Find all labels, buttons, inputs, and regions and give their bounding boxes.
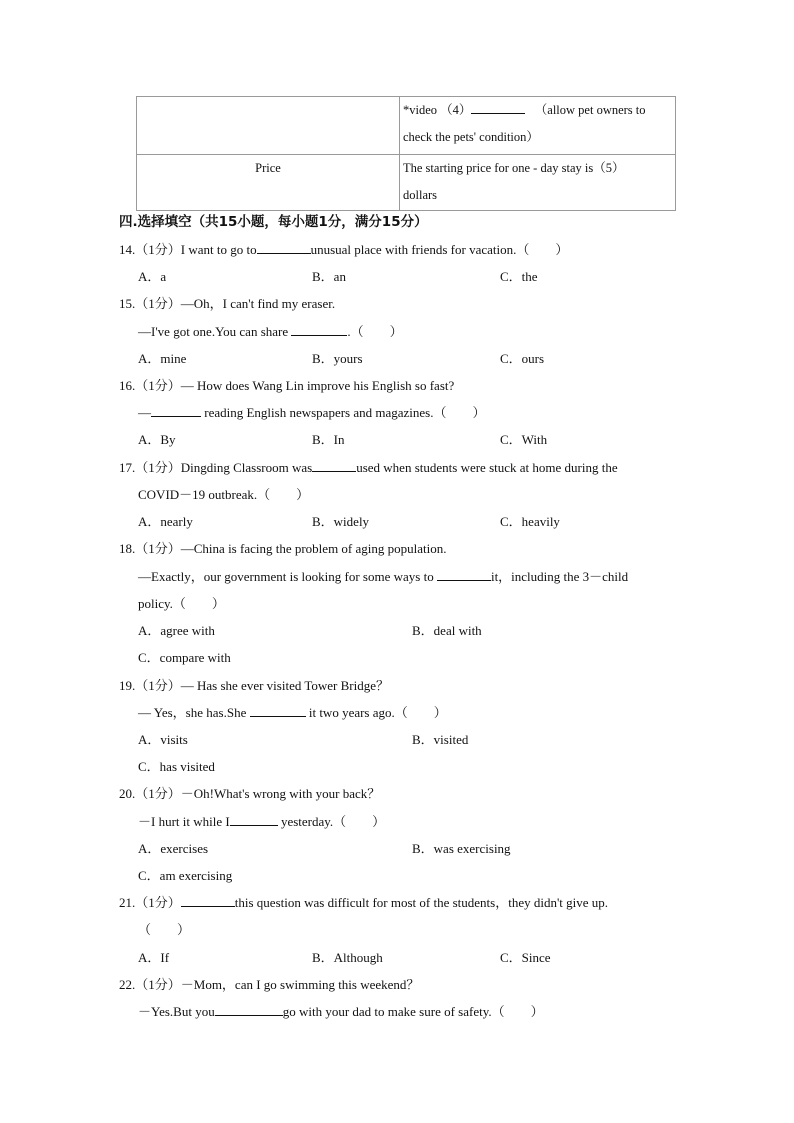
option-b[interactable]: B．deal with (412, 623, 482, 638)
question-score: （1分） (135, 296, 181, 311)
table-cell-video (400, 97, 676, 155)
question-number: 20. (119, 786, 136, 801)
answer-blank[interactable] (151, 404, 201, 417)
question-text: — Has she ever visited Tower Bridge？ (180, 678, 390, 693)
question-number: 21. (119, 895, 136, 910)
table-row (137, 97, 676, 155)
answer-blank[interactable] (230, 813, 278, 826)
question-text: —Exactly，our government is looking for some ways to (138, 569, 434, 584)
question-text: reading English newspapers and magazines.（ ） (201, 405, 486, 420)
question-number: 22. (119, 977, 136, 992)
question-score: （1分） (135, 460, 181, 475)
table-cell-price: Price (137, 155, 400, 211)
answer-blank[interactable] (312, 459, 356, 472)
question-15 (119, 293, 335, 312)
question-text: －Mom，can I go swimming this weekend？ (180, 977, 420, 992)
question-21-line2: （ ） (138, 922, 191, 937)
option-c[interactable]: C．Since (500, 950, 551, 965)
answer-blank[interactable] (181, 894, 235, 907)
option-a[interactable]: A．exercises (138, 841, 209, 856)
option-b[interactable]: B．yours (312, 351, 363, 366)
option-a[interactable]: A．visits (138, 732, 188, 747)
question-19 (119, 675, 389, 694)
price-desc: The starting price for one - day stay is（5） (403, 161, 625, 175)
question-text: it two years ago.（ ） (305, 705, 447, 720)
question-text: unusual place with friends for vacation.（ ） (310, 242, 569, 257)
question-score: （1分） (135, 678, 181, 693)
answer-blank[interactable] (257, 241, 311, 254)
table-cell-price-desc (400, 155, 676, 211)
question-number: 17. (119, 460, 136, 475)
question-score: （1分） (135, 895, 181, 910)
question-22-line2 (138, 1001, 544, 1020)
option-a[interactable]: A．mine (138, 351, 187, 366)
question-16 (119, 375, 454, 394)
section-title: 四.选择填空（共15小题，每小题1分，满分15分） (119, 214, 428, 230)
price-unit: dollars (403, 188, 438, 202)
option-c[interactable]: C．compare with (138, 650, 231, 665)
table-row (137, 155, 676, 211)
question-text: go with your dad to make sure of safety.（ ） (282, 1004, 544, 1019)
question-text: — (138, 405, 151, 420)
question-text: —China is facing the problem of aging population. (180, 541, 447, 556)
answer-blank[interactable] (215, 1003, 283, 1016)
question-number: 15. (119, 296, 136, 311)
question-text: — How does Wang Lin improve his English so fast? (180, 378, 455, 393)
question-17 (119, 457, 618, 476)
question-14 (119, 239, 568, 258)
video-desc-2: check the pets' condition） (403, 130, 539, 144)
option-b[interactable]: B．In (312, 432, 345, 447)
option-a[interactable]: A．nearly (138, 514, 193, 529)
option-a[interactable]: A．agree with (138, 623, 215, 638)
question-number: 16. (119, 378, 136, 393)
question-text: this question was difficult for most of the students，they didn't give up. (234, 895, 609, 910)
question-number: 18. (119, 541, 136, 556)
question-number: 19. (119, 678, 136, 693)
blank-4[interactable] (471, 101, 525, 114)
info-table (136, 96, 676, 211)
video-label: *video （4） (403, 103, 472, 117)
question-score: （1分） (135, 541, 181, 556)
option-b[interactable]: B．Although (312, 950, 383, 965)
option-b[interactable]: B．widely (312, 514, 370, 529)
video-desc: （allow pet owners to (534, 103, 646, 117)
question-score: （1分） (135, 242, 181, 257)
question-16-line2 (138, 402, 485, 421)
option-a[interactable]: A．If (138, 950, 170, 965)
question-text: I want to go to (180, 242, 257, 257)
question-score: （1分） (135, 786, 181, 801)
question-text: yesterday.（ ） (277, 814, 386, 829)
question-18 (119, 538, 447, 557)
option-c[interactable]: C．ours (500, 351, 545, 366)
question-text: —Oh，I can't find my eraser. (180, 296, 336, 311)
question-score: （1分） (135, 378, 181, 393)
question-text: used when students were stuck at home during the (356, 460, 618, 475)
option-c[interactable]: C．has visited (138, 759, 215, 774)
question-text: — Yes，she has.She (138, 705, 247, 720)
question-score: （1分） (135, 977, 181, 992)
answer-blank[interactable] (437, 568, 491, 581)
question-text: －Yes.But you (138, 1004, 215, 1019)
option-a[interactable]: A．a (138, 269, 167, 284)
question-20-line2 (138, 811, 385, 830)
question-20 (119, 783, 380, 802)
question-number: 14. (119, 242, 136, 257)
option-c[interactable]: C．the (500, 269, 538, 284)
option-c[interactable]: C．With (500, 432, 548, 447)
option-b[interactable]: B．was exercising (412, 841, 511, 856)
question-22 (119, 974, 419, 993)
question-21 (119, 892, 608, 911)
question-text: －I hurt it while I (138, 814, 230, 829)
question-17-line2: COVID－19 outbreak.（ ） (138, 487, 310, 502)
question-18-line2 (138, 566, 628, 585)
answer-blank[interactable] (291, 323, 347, 336)
question-text: Dingding Classroom was (180, 460, 313, 475)
question-text: it，including the 3－child (490, 569, 629, 584)
option-b[interactable]: B．visited (412, 732, 469, 747)
question-text: .（ ） (347, 324, 403, 339)
question-18-line3: policy.（ ） (138, 596, 225, 611)
question-15-line2 (138, 321, 403, 340)
question-text: —I've got one.You can share (138, 324, 289, 339)
option-b[interactable]: B．an (312, 269, 346, 284)
option-c[interactable]: C．am exercising (138, 868, 233, 883)
table-cell-empty (137, 97, 400, 155)
question-text: －Oh!What's wrong with your back？ (180, 786, 381, 801)
answer-blank[interactable] (250, 704, 306, 717)
option-c[interactable]: C．heavily (500, 514, 560, 529)
question-19-line2 (138, 702, 447, 721)
option-a[interactable]: A．By (138, 432, 176, 447)
